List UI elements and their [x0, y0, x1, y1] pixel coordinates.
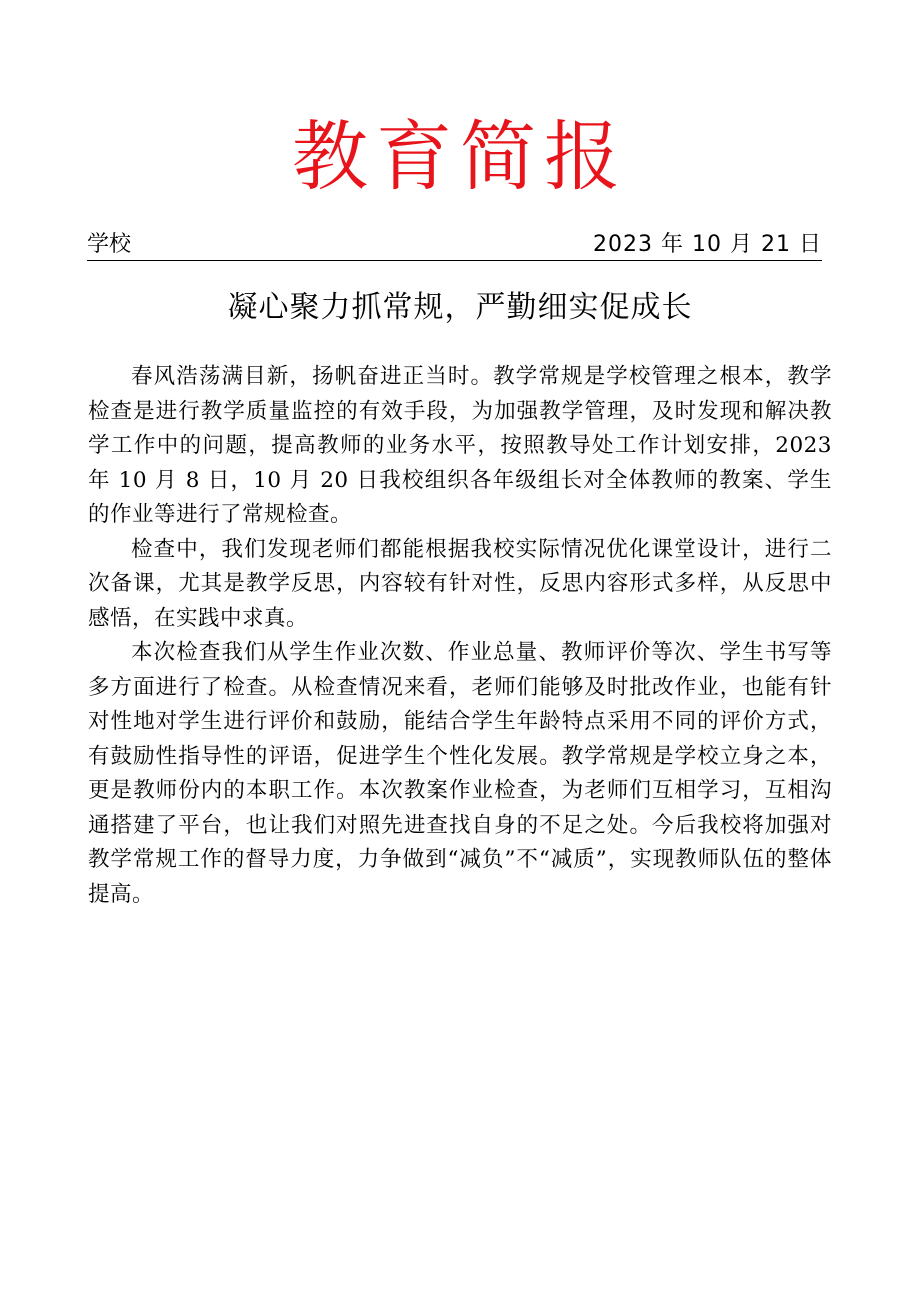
- article-headline: 凝心聚力抓常规，严勤细实促成长: [227, 290, 693, 325]
- newsletter-masthead: 教育简报: [292, 112, 628, 201]
- paragraph: 本次检查我们从学生作业次数、作业总量、教师评价等次、学生书写等多方面进行了检查。从检查情况来看，老师们能够及时批改作业，也能有针对性地对学生进行评价和鼓励，能结合学生年龄特点采用不同的评价方式，有鼓励性指导性的评语，促进学生个性化发展。教学常规是学校立身之本，更是教师份内的本职工作。本次教案作业检查，为老师们互相学习，互相沟通搭建了平台，也让我们对照先进查找自身的不足之处。今后我校将加强对教学常规工作的督导力度，力争做到“减负”不“减质”，实现教师队伍的整体提高。: [88, 640, 832, 907]
- issue-date: 2023 年 10 月 21 日: [593, 232, 822, 257]
- paragraph: 春风浩荡满目新，扬帆奋进正当时。教学常规是学校管理之根本，教学检查是进行教学质量监控的有效手段，为加强教学管理，及时发现和解决教学工作中的问题，提高教师的业务水平，按照教导处工作计划安排，2023 年 10 月 8 日，10 月 20 日我校组织各年级组长对全体教师的教案、学生的作业等进行了常规检查。: [88, 364, 832, 527]
- article-body: [88, 360, 832, 912]
- meta-line: [87, 230, 822, 261]
- paragraph: 检查中，我们发现老师们都能根据我校实际情况优化课堂设计，进行二次备课，尤其是教学反思，内容较有针对性，反思内容形式多样，从反思中感悟，在实践中求真。: [88, 536, 832, 631]
- school-label: 学校: [87, 232, 132, 257]
